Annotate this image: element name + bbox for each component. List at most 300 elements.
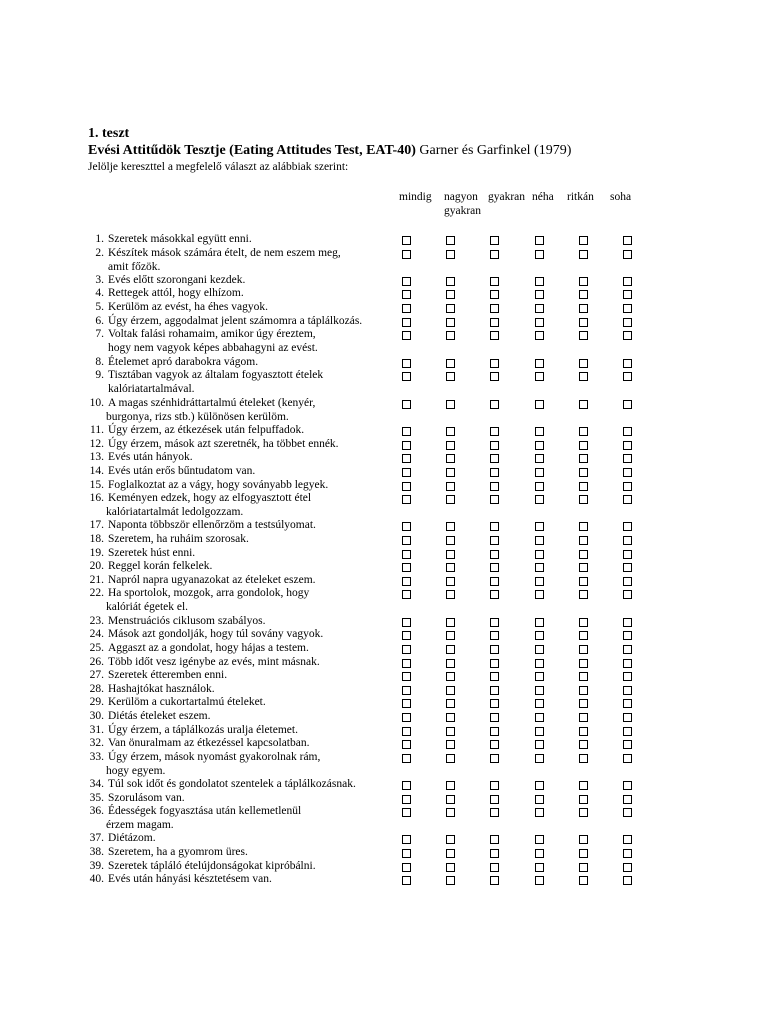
answer-checkbox-gyakran[interactable] — [490, 454, 499, 463]
answer-checkbox-gyakran[interactable] — [490, 618, 499, 627]
answer-checkbox-gyakran[interactable] — [490, 400, 499, 409]
answer-checkbox-gyakran[interactable] — [490, 659, 499, 668]
answer-checkbox-nagyon[interactable] — [446, 331, 455, 340]
answer-checkbox-nagyon[interactable] — [446, 590, 455, 599]
answer-checkbox-gyakran[interactable] — [490, 808, 499, 817]
answer-checkbox-ritkán[interactable] — [579, 563, 588, 572]
answer-checkbox-néha[interactable] — [535, 563, 544, 572]
answer-checkbox-ritkán[interactable] — [579, 250, 588, 259]
answer-checkbox-nagyon[interactable] — [446, 659, 455, 668]
answer-checkbox-ritkán[interactable] — [579, 618, 588, 627]
answer-checkbox-mindig[interactable] — [402, 400, 411, 409]
answer-checkbox-ritkán[interactable] — [579, 277, 588, 286]
answer-checkbox-ritkán[interactable] — [579, 468, 588, 477]
answer-checkbox-néha[interactable] — [535, 372, 544, 381]
test-authors: Garner és Garfinkel (1979) — [415, 143, 572, 158]
answer-checkbox-néha[interactable] — [535, 290, 544, 299]
answer-checkbox-gyakran[interactable] — [490, 876, 499, 885]
answer-checkbox-gyakran[interactable] — [490, 713, 499, 722]
answer-checkbox-nagyon[interactable] — [446, 427, 455, 436]
answer-checkbox-gyakran[interactable] — [490, 563, 499, 572]
answer-checkbox-nagyon[interactable] — [446, 277, 455, 286]
answer-checkbox-mindig[interactable] — [402, 849, 411, 858]
answer-checkbox-ritkán[interactable] — [579, 495, 588, 504]
question-number: 30. — [89, 710, 104, 722]
answer-checkbox-ritkán[interactable] — [579, 590, 588, 599]
answer-checkbox-soha[interactable] — [623, 563, 632, 572]
question-text: Szeretem, ha a gyomrom üres. — [108, 846, 248, 858]
column-header-4 — [567, 190, 594, 204]
answer-checkbox-néha[interactable] — [535, 618, 544, 627]
answer-checkbox-gyakran[interactable] — [490, 863, 499, 872]
question-text: Kerülöm a cukortartalmú ételeket. — [108, 696, 266, 708]
answer-checkbox-soha[interactable] — [623, 536, 632, 545]
answer-checkbox-ritkán[interactable] — [579, 522, 588, 531]
answer-checkbox-néha[interactable] — [535, 863, 544, 872]
answer-checkbox-gyakran[interactable] — [490, 577, 499, 586]
answer-checkbox-soha[interactable] — [623, 236, 632, 245]
answer-checkbox-mindig[interactable] — [402, 522, 411, 531]
question-text: Napról napra ugyanazokat az ételeket eszem. — [108, 574, 316, 586]
answer-checkbox-soha[interactable] — [623, 468, 632, 477]
answer-checkbox-ritkán[interactable] — [579, 659, 588, 668]
answer-checkbox-néha[interactable] — [535, 740, 544, 749]
answer-checkbox-mindig[interactable] — [402, 795, 411, 804]
answer-checkbox-nagyon[interactable] — [446, 781, 455, 790]
answer-checkbox-ritkán[interactable] — [579, 631, 588, 640]
answer-checkbox-mindig[interactable] — [402, 563, 411, 572]
answer-checkbox-nagyon[interactable] — [446, 468, 455, 477]
question-text: Voltak falási rohamaim, amikor úgy éreztem, — [108, 328, 316, 340]
answer-checkbox-ritkán[interactable] — [579, 331, 588, 340]
answer-checkbox-soha[interactable] — [623, 849, 632, 858]
question-number: 3. — [95, 274, 104, 286]
answer-checkbox-néha[interactable] — [535, 536, 544, 545]
question-text: Menstruációs ciklusom szabályos. — [108, 615, 266, 627]
answer-checkbox-ritkán[interactable] — [579, 740, 588, 749]
answer-checkbox-mindig[interactable] — [402, 441, 411, 450]
answer-checkbox-soha[interactable] — [623, 495, 632, 504]
column-header-1 — [444, 190, 481, 218]
answer-checkbox-ritkán[interactable] — [579, 372, 588, 381]
answer-checkbox-néha[interactable] — [535, 686, 544, 695]
answer-checkbox-soha[interactable] — [623, 250, 632, 259]
answer-checkbox-soha[interactable] — [623, 427, 632, 436]
answer-checkbox-néha[interactable] — [535, 441, 544, 450]
question-number: 27. — [89, 669, 104, 681]
answer-checkbox-ritkán[interactable] — [579, 876, 588, 885]
question-number: 14. — [89, 465, 104, 477]
answer-checkbox-ritkán[interactable] — [579, 645, 588, 654]
answer-checkbox-ritkán[interactable] — [579, 863, 588, 872]
answer-checkbox-soha[interactable] — [623, 781, 632, 790]
answer-checkbox-nagyon[interactable] — [446, 835, 455, 844]
answer-checkbox-néha[interactable] — [535, 645, 544, 654]
answer-checkbox-gyakran[interactable] — [490, 686, 499, 695]
answer-checkbox-néha[interactable] — [535, 835, 544, 844]
question-text: Szorulásom van. — [108, 792, 185, 804]
question-number: 9. — [95, 369, 104, 381]
answer-checkbox-ritkán[interactable] — [579, 672, 588, 681]
answer-checkbox-mindig[interactable] — [402, 863, 411, 872]
answer-checkbox-mindig[interactable] — [402, 277, 411, 286]
answer-checkbox-gyakran[interactable] — [490, 645, 499, 654]
answer-checkbox-soha[interactable] — [623, 713, 632, 722]
answer-checkbox-mindig[interactable] — [402, 304, 411, 313]
answer-checkbox-soha[interactable] — [623, 522, 632, 531]
column-header-2 — [488, 190, 525, 204]
question-text-continued: érzem magam. — [106, 818, 174, 831]
answer-checkbox-mindig[interactable] — [402, 672, 411, 681]
answer-checkbox-gyakran[interactable] — [490, 359, 499, 368]
answer-checkbox-néha[interactable] — [535, 522, 544, 531]
answer-checkbox-nagyon[interactable] — [446, 631, 455, 640]
answer-checkbox-soha[interactable] — [623, 550, 632, 559]
question-text: Szeretem, ha ruháim szorosak. — [108, 533, 249, 545]
answer-checkbox-nagyon[interactable] — [446, 454, 455, 463]
answer-checkbox-ritkán[interactable] — [579, 427, 588, 436]
question-text: Reggel korán felkelek. — [108, 560, 213, 572]
column-header-label: mindig — [399, 191, 432, 203]
answer-checkbox-ritkán[interactable] — [579, 754, 588, 763]
answer-checkbox-nagyon[interactable] — [446, 359, 455, 368]
question-number: 12. — [89, 438, 104, 450]
answer-checkbox-ritkán[interactable] — [579, 795, 588, 804]
answer-checkbox-mindig[interactable] — [402, 495, 411, 504]
answer-checkbox-mindig[interactable] — [402, 618, 411, 627]
answer-checkbox-gyakran[interactable] — [490, 304, 499, 313]
question-text-continued: kalóriatartalmát ledolgozzam. — [106, 505, 244, 518]
answer-checkbox-gyakran[interactable] — [490, 672, 499, 681]
answer-checkbox-ritkán[interactable] — [579, 304, 588, 313]
answer-checkbox-néha[interactable] — [535, 590, 544, 599]
column-header-label-line2: gyakran — [444, 205, 482, 217]
answer-checkbox-ritkán[interactable] — [579, 290, 588, 299]
answer-checkbox-soha[interactable] — [623, 863, 632, 872]
question-text: Szeretek tápláló ételújdonságokat kipróbálni. — [108, 860, 316, 872]
answer-checkbox-ritkán[interactable] — [579, 835, 588, 844]
column-header-0 — [399, 190, 432, 204]
answer-checkbox-soha[interactable] — [623, 618, 632, 627]
answer-checkbox-ritkán[interactable] — [579, 400, 588, 409]
answer-checkbox-nagyon[interactable] — [446, 808, 455, 817]
answer-checkbox-néha[interactable] — [535, 400, 544, 409]
answer-checkbox-néha[interactable] — [535, 318, 544, 327]
question-text: Készítek mások számára ételt, de nem eszem meg, — [108, 247, 341, 259]
answer-checkbox-mindig[interactable] — [402, 590, 411, 599]
answer-checkbox-mindig[interactable] — [402, 835, 411, 844]
answer-checkbox-gyakran[interactable] — [490, 835, 499, 844]
answer-checkbox-néha[interactable] — [535, 754, 544, 763]
answer-checkbox-gyakran[interactable] — [490, 754, 499, 763]
question-number: 7. — [95, 328, 104, 340]
answer-checkbox-soha[interactable] — [623, 727, 632, 736]
answer-checkbox-néha[interactable] — [535, 277, 544, 286]
answer-checkbox-soha[interactable] — [623, 876, 632, 885]
answer-checkbox-néha[interactable] — [535, 699, 544, 708]
question-text-continued: hogy nem vagyok képes abbahagyni az evést. — [108, 341, 318, 354]
answer-checkbox-gyakran[interactable] — [490, 468, 499, 477]
answer-checkbox-nagyon[interactable] — [446, 550, 455, 559]
answer-checkbox-nagyon[interactable] — [446, 563, 455, 572]
answer-checkbox-mindig[interactable] — [402, 550, 411, 559]
question-text: Evés előtt szorongani kezdek. — [108, 274, 246, 286]
answer-checkbox-ritkán[interactable] — [579, 713, 588, 722]
answer-checkbox-nagyon[interactable] — [446, 577, 455, 586]
answer-checkbox-mindig[interactable] — [402, 699, 411, 708]
answer-checkbox-gyakran[interactable] — [490, 318, 499, 327]
answer-checkbox-nagyon[interactable] — [446, 876, 455, 885]
question-number: 1. — [95, 233, 104, 245]
answer-checkbox-ritkán[interactable] — [579, 808, 588, 817]
question-number: 18. — [89, 533, 104, 545]
answer-checkbox-mindig[interactable] — [402, 754, 411, 763]
answer-checkbox-néha[interactable] — [535, 876, 544, 885]
answer-checkbox-néha[interactable] — [535, 427, 544, 436]
answer-checkbox-néha[interactable] — [535, 482, 544, 491]
question-number: 28. — [89, 683, 104, 695]
answer-checkbox-nagyon[interactable] — [446, 290, 455, 299]
answer-checkbox-ritkán[interactable] — [579, 359, 588, 368]
answer-checkbox-gyakran[interactable] — [490, 427, 499, 436]
answer-checkbox-soha[interactable] — [623, 359, 632, 368]
answer-checkbox-ritkán[interactable] — [579, 781, 588, 790]
answer-checkbox-néha[interactable] — [535, 495, 544, 504]
column-header-3 — [532, 190, 554, 204]
question-number: 33. — [89, 751, 104, 763]
answer-checkbox-gyakran[interactable] — [490, 372, 499, 381]
answer-checkbox-gyakran[interactable] — [490, 250, 499, 259]
question-text: Ha sportolok, mozgok, arra gondolok, hogy — [108, 587, 310, 599]
answer-checkbox-soha[interactable] — [623, 441, 632, 450]
answer-checkbox-soha[interactable] — [623, 754, 632, 763]
answer-checkbox-gyakran[interactable] — [490, 590, 499, 599]
answer-checkbox-ritkán[interactable] — [579, 686, 588, 695]
answer-checkbox-ritkán[interactable] — [579, 849, 588, 858]
answer-checkbox-ritkán[interactable] — [579, 454, 588, 463]
answer-checkbox-néha[interactable] — [535, 808, 544, 817]
answer-checkbox-mindig[interactable] — [402, 645, 411, 654]
answer-checkbox-néha[interactable] — [535, 304, 544, 313]
answer-checkbox-ritkán[interactable] — [579, 318, 588, 327]
answer-checkbox-mindig[interactable] — [402, 686, 411, 695]
answer-checkbox-soha[interactable] — [623, 400, 632, 409]
answer-checkbox-gyakran[interactable] — [490, 441, 499, 450]
question-number: 31. — [89, 724, 104, 736]
answer-checkbox-soha[interactable] — [623, 686, 632, 695]
answer-checkbox-gyakran[interactable] — [490, 522, 499, 531]
answer-checkbox-nagyon[interactable] — [446, 645, 455, 654]
answer-checkbox-mindig[interactable] — [402, 359, 411, 368]
answer-checkbox-néha[interactable] — [535, 795, 544, 804]
answer-checkbox-nagyon[interactable] — [446, 672, 455, 681]
answer-checkbox-soha[interactable] — [623, 740, 632, 749]
question-number: 21. — [89, 574, 104, 586]
answer-checkbox-nagyon[interactable] — [446, 686, 455, 695]
answer-checkbox-soha[interactable] — [623, 795, 632, 804]
answer-checkbox-gyakran[interactable] — [490, 277, 499, 286]
question-number: 19. — [89, 547, 104, 559]
answer-checkbox-nagyon[interactable] — [446, 441, 455, 450]
answer-checkbox-gyakran[interactable] — [490, 849, 499, 858]
test-title: 1. teszt — [88, 126, 130, 141]
question-text: Úgy érzem, aggodalmat jelent számomra a táplálkozás. — [108, 315, 363, 327]
answer-checkbox-néha[interactable] — [535, 659, 544, 668]
answer-checkbox-nagyon[interactable] — [446, 863, 455, 872]
answer-checkbox-gyakran[interactable] — [490, 495, 499, 504]
answer-checkbox-ritkán[interactable] — [579, 441, 588, 450]
answer-checkbox-nagyon[interactable] — [446, 740, 455, 749]
answer-checkbox-néha[interactable] — [535, 672, 544, 681]
answer-checkbox-néha[interactable] — [535, 577, 544, 586]
answer-checkbox-nagyon[interactable] — [446, 495, 455, 504]
answer-checkbox-mindig[interactable] — [402, 250, 411, 259]
answer-checkbox-ritkán[interactable] — [579, 699, 588, 708]
question-number: 11. — [90, 424, 104, 436]
answer-checkbox-mindig[interactable] — [402, 427, 411, 436]
answer-checkbox-mindig[interactable] — [402, 808, 411, 817]
answer-checkbox-mindig[interactable] — [402, 331, 411, 340]
question-text: Tisztában vagyok az általam fogyasztott ételek — [108, 369, 324, 381]
answer-checkbox-néha[interactable] — [535, 468, 544, 477]
answer-checkbox-nagyon[interactable] — [446, 236, 455, 245]
answer-checkbox-nagyon[interactable] — [446, 618, 455, 627]
answer-checkbox-nagyon[interactable] — [446, 482, 455, 491]
answer-checkbox-mindig[interactable] — [402, 659, 411, 668]
answer-checkbox-ritkán[interactable] — [579, 482, 588, 491]
question-number: 39. — [89, 860, 104, 872]
column-header-label: néha — [532, 191, 554, 203]
answer-checkbox-soha[interactable] — [623, 590, 632, 599]
answer-checkbox-soha[interactable] — [623, 645, 632, 654]
answer-checkbox-gyakran[interactable] — [490, 631, 499, 640]
answer-checkbox-gyakran[interactable] — [490, 536, 499, 545]
answer-checkbox-soha[interactable] — [623, 808, 632, 817]
answer-checkbox-néha[interactable] — [535, 713, 544, 722]
answer-checkbox-soha[interactable] — [623, 699, 632, 708]
answer-checkbox-mindig[interactable] — [402, 727, 411, 736]
answer-checkbox-soha[interactable] — [623, 277, 632, 286]
answer-checkbox-soha[interactable] — [623, 304, 632, 313]
answer-checkbox-néha[interactable] — [535, 331, 544, 340]
answer-checkbox-gyakran[interactable] — [490, 699, 499, 708]
answer-checkbox-mindig[interactable] — [402, 536, 411, 545]
answer-checkbox-mindig[interactable] — [402, 290, 411, 299]
answer-checkbox-soha[interactable] — [623, 318, 632, 327]
question-number: 29. — [89, 696, 104, 708]
question-text: Úgy érzem, az étkezések után felpuffadok. — [108, 424, 305, 436]
answer-checkbox-nagyon[interactable] — [446, 754, 455, 763]
answer-checkbox-mindig[interactable] — [402, 781, 411, 790]
question-number: 5. — [95, 301, 104, 313]
answer-checkbox-nagyon[interactable] — [446, 304, 455, 313]
answer-checkbox-mindig[interactable] — [402, 372, 411, 381]
answer-checkbox-mindig[interactable] — [402, 631, 411, 640]
question-text: Van önuralmam az étkezéssel kapcsolatban. — [108, 737, 310, 749]
answer-checkbox-mindig[interactable] — [402, 468, 411, 477]
answer-checkbox-mindig[interactable] — [402, 236, 411, 245]
answer-checkbox-soha[interactable] — [623, 372, 632, 381]
answer-checkbox-nagyon[interactable] — [446, 536, 455, 545]
answer-checkbox-néha[interactable] — [535, 550, 544, 559]
answer-checkbox-soha[interactable] — [623, 631, 632, 640]
answer-checkbox-néha[interactable] — [535, 631, 544, 640]
answer-checkbox-nagyon[interactable] — [446, 849, 455, 858]
answer-checkbox-gyakran[interactable] — [490, 290, 499, 299]
answer-checkbox-soha[interactable] — [623, 672, 632, 681]
answer-checkbox-nagyon[interactable] — [446, 250, 455, 259]
question-text-continued: amit főzök. — [108, 260, 161, 273]
question-number: 16. — [89, 492, 104, 504]
answer-checkbox-ritkán[interactable] — [579, 536, 588, 545]
answer-checkbox-gyakran[interactable] — [490, 482, 499, 491]
answer-checkbox-soha[interactable] — [623, 290, 632, 299]
question-number: 8. — [95, 356, 104, 368]
question-number: 26. — [89, 656, 104, 668]
answer-checkbox-mindig[interactable] — [402, 454, 411, 463]
answer-checkbox-néha[interactable] — [535, 849, 544, 858]
answer-checkbox-néha[interactable] — [535, 727, 544, 736]
question-text: Aggaszt az a gondolat, hogy hájas a testem. — [108, 642, 309, 654]
answer-checkbox-gyakran[interactable] — [490, 795, 499, 804]
answer-checkbox-néha[interactable] — [535, 236, 544, 245]
answer-checkbox-nagyon[interactable] — [446, 522, 455, 531]
question-text: Evés után hányok. — [108, 451, 193, 463]
answer-checkbox-nagyon[interactable] — [446, 318, 455, 327]
answer-checkbox-mindig[interactable] — [402, 713, 411, 722]
answer-checkbox-mindig[interactable] — [402, 482, 411, 491]
answer-checkbox-soha[interactable] — [623, 482, 632, 491]
question-text: Ételemet apró darabokra vágom. — [108, 356, 259, 368]
answer-checkbox-nagyon[interactable] — [446, 372, 455, 381]
answer-checkbox-nagyon[interactable] — [446, 400, 455, 409]
question-number: 40. — [89, 873, 104, 885]
answer-checkbox-ritkán[interactable] — [579, 727, 588, 736]
answer-checkbox-ritkán[interactable] — [579, 550, 588, 559]
answer-checkbox-mindig[interactable] — [402, 740, 411, 749]
answer-checkbox-soha[interactable] — [623, 835, 632, 844]
question-text: Szeretek húst enni. — [108, 547, 196, 559]
answer-checkbox-mindig[interactable] — [402, 876, 411, 885]
answer-checkbox-gyakran[interactable] — [490, 727, 499, 736]
answer-checkbox-gyakran[interactable] — [490, 740, 499, 749]
answer-checkbox-nagyon[interactable] — [446, 727, 455, 736]
answer-checkbox-néha[interactable] — [535, 454, 544, 463]
answer-checkbox-néha[interactable] — [535, 781, 544, 790]
answer-checkbox-ritkán[interactable] — [579, 236, 588, 245]
answer-checkbox-nagyon[interactable] — [446, 699, 455, 708]
answer-checkbox-soha[interactable] — [623, 659, 632, 668]
answer-checkbox-ritkán[interactable] — [579, 577, 588, 586]
answer-checkbox-néha[interactable] — [535, 359, 544, 368]
question-text: Evés után erős bűntudatom van. — [108, 465, 256, 477]
answer-checkbox-gyakran[interactable] — [490, 331, 499, 340]
answer-checkbox-gyakran[interactable] — [490, 550, 499, 559]
answer-checkbox-soha[interactable] — [623, 454, 632, 463]
answer-checkbox-gyakran[interactable] — [490, 236, 499, 245]
question-text: Úgy érzem, mások azt szeretnék, ha többet ennék. — [108, 438, 339, 450]
answer-checkbox-néha[interactable] — [535, 250, 544, 259]
answer-checkbox-gyakran[interactable] — [490, 781, 499, 790]
answer-checkbox-soha[interactable] — [623, 331, 632, 340]
column-header-label: ritkán — [567, 191, 594, 203]
answer-checkbox-mindig[interactable] — [402, 318, 411, 327]
answer-checkbox-mindig[interactable] — [402, 577, 411, 586]
answer-checkbox-soha[interactable] — [623, 577, 632, 586]
answer-checkbox-nagyon[interactable] — [446, 795, 455, 804]
answer-checkbox-nagyon[interactable] — [446, 713, 455, 722]
question-number: 15. — [89, 479, 104, 491]
